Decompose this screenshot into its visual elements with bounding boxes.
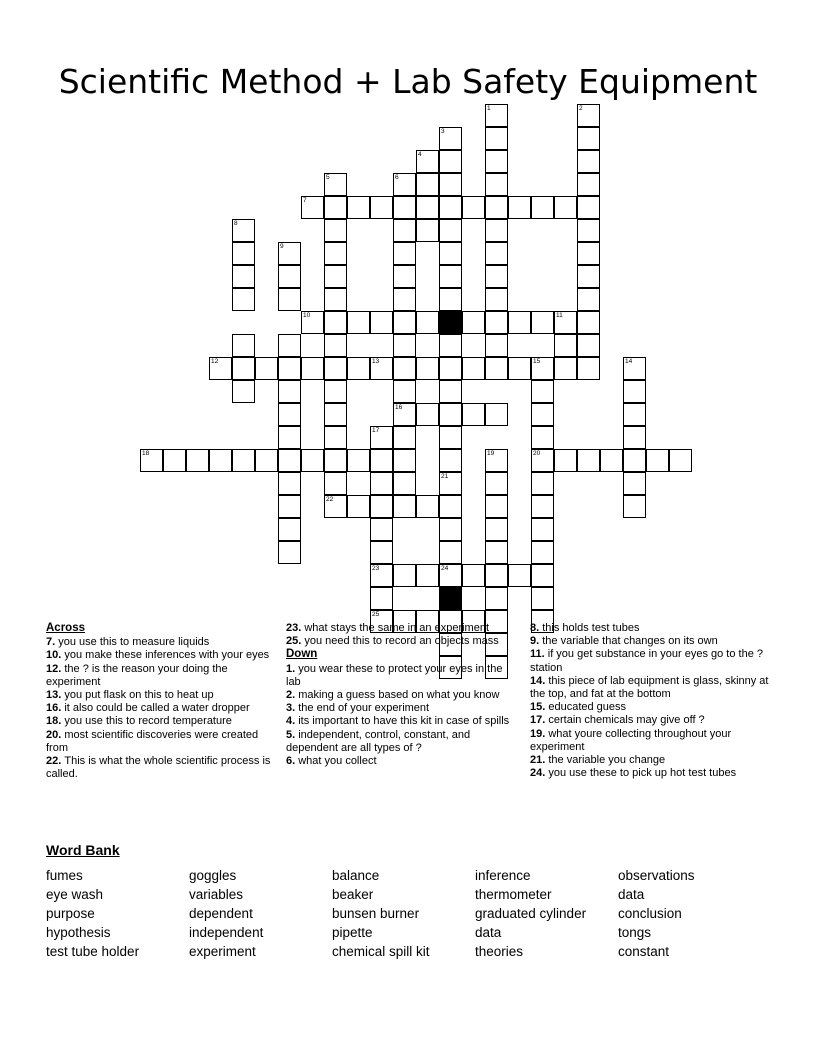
- grid-cell[interactable]: [485, 587, 508, 610]
- word-bank-item: goggles: [189, 868, 237, 883]
- grid-cell[interactable]: [531, 449, 554, 472]
- grid-cell[interactable]: [623, 472, 646, 495]
- grid-cell[interactable]: [232, 265, 255, 288]
- grid-cell[interactable]: [324, 288, 347, 311]
- grid-cell[interactable]: [416, 495, 439, 518]
- grid-cell[interactable]: [278, 334, 301, 357]
- word-bank-item: beaker: [332, 887, 374, 902]
- grid-cell-number: 21: [441, 473, 449, 480]
- grid-cell[interactable]: [370, 564, 393, 587]
- grid-cell[interactable]: [462, 311, 485, 334]
- clue-across-13: 13. you put flask on this to heat up: [46, 689, 214, 702]
- grid-cell[interactable]: [531, 587, 554, 610]
- word-bank-item: independent: [189, 925, 264, 940]
- word-bank-item: bunsen burner: [332, 906, 420, 921]
- grid-cell[interactable]: [393, 242, 416, 265]
- grid-cell[interactable]: [370, 495, 393, 518]
- grid-cell-number: 6: [395, 174, 399, 181]
- word-bank-item: purpose: [46, 906, 95, 921]
- grid-cell-number: 8: [234, 220, 238, 227]
- clue-number: 21.: [530, 754, 549, 767]
- grid-cell[interactable]: [485, 311, 508, 334]
- word-bank-item: theories: [475, 944, 524, 959]
- clues-column-3: [530, 622, 770, 780]
- grid-cell[interactable]: [439, 265, 462, 288]
- word-bank-item: conclusion: [618, 906, 682, 921]
- word-bank-column-3: [332, 866, 475, 961]
- grid-cell[interactable]: [278, 426, 301, 449]
- grid-cell[interactable]: [508, 357, 531, 380]
- grid-cell[interactable]: [209, 449, 232, 472]
- clue-number: 6.: [286, 755, 299, 768]
- grid-cell[interactable]: [370, 587, 393, 610]
- clue-number: 3.: [286, 702, 299, 715]
- clue-number: 8.: [530, 622, 543, 634]
- clue-number: 13.: [46, 689, 65, 702]
- word-bank-grid: [46, 866, 776, 961]
- word-bank-heading: Word Bank: [46, 842, 120, 858]
- grid-cell[interactable]: [370, 196, 393, 219]
- word-bank-item: constant: [618, 944, 670, 959]
- grid-cell[interactable]: [439, 564, 462, 587]
- clue-down-14: 14. this piece of lab equipment is glass, skinny at the top, and fat at the bottom: [530, 674, 769, 701]
- word-bank-item: fumes: [46, 868, 83, 883]
- grid-cell[interactable]: [554, 449, 577, 472]
- grid-cell[interactable]: [508, 564, 531, 587]
- grid-cell-blocked: [439, 587, 462, 610]
- grid-cell-number: 16: [395, 404, 403, 411]
- grid-cell-number: 17: [372, 427, 380, 434]
- word-bank-column-2: [189, 866, 332, 961]
- grid-cell[interactable]: [393, 403, 416, 426]
- grid-cell[interactable]: [393, 564, 416, 587]
- grid-cell[interactable]: [301, 357, 324, 380]
- grid-cell[interactable]: [462, 564, 485, 587]
- down-heading: Down: [286, 648, 318, 661]
- grid-cell[interactable]: [439, 426, 462, 449]
- clue-down-2: 2. making a guess based on what you know: [286, 689, 500, 702]
- grid-cell[interactable]: [485, 150, 508, 173]
- clue-down-4: 4. its important to have this kit in case of spills: [286, 715, 510, 728]
- grid-cell[interactable]: [393, 472, 416, 495]
- grid-cell[interactable]: [577, 357, 600, 380]
- crossword-grid: [0, 104, 816, 618]
- grid-cell[interactable]: [485, 173, 508, 196]
- grid-cell[interactable]: [278, 242, 301, 265]
- grid-cell[interactable]: [485, 104, 508, 127]
- grid-cell[interactable]: [646, 449, 669, 472]
- grid-cell[interactable]: [485, 495, 508, 518]
- grid-cell[interactable]: [485, 265, 508, 288]
- grid-cell[interactable]: [623, 357, 646, 380]
- grid-cell[interactable]: [347, 449, 370, 472]
- grid-cell[interactable]: [370, 541, 393, 564]
- grid-cell[interactable]: [577, 104, 600, 127]
- grid-cell[interactable]: [439, 380, 462, 403]
- word-bank-item: observations: [618, 868, 695, 883]
- clues-section: [46, 622, 770, 822]
- clue-across-23: 23. what stays the same in an experiment: [286, 622, 490, 634]
- grid-cell[interactable]: [255, 357, 278, 380]
- grid-cell[interactable]: [577, 150, 600, 173]
- clue-across-16: 16. it also could be called a water dropper: [46, 702, 250, 715]
- grid-cell[interactable]: [485, 449, 508, 472]
- grid-cell-number: 22: [326, 496, 334, 503]
- grid-cell-number: 2: [579, 105, 583, 112]
- grid-cell[interactable]: [324, 196, 347, 219]
- grid-cell[interactable]: [370, 449, 393, 472]
- grid-cell-number: 7: [303, 197, 307, 204]
- clue-number: 22.: [46, 755, 65, 768]
- grid-cell[interactable]: [577, 334, 600, 357]
- grid-cell[interactable]: [485, 564, 508, 587]
- grid-cell[interactable]: [577, 127, 600, 150]
- grid-cell[interactable]: [209, 357, 232, 380]
- word-bank-column-5: [618, 866, 758, 961]
- grid-cell[interactable]: [439, 219, 462, 242]
- grid-cell[interactable]: [393, 495, 416, 518]
- grid-cell[interactable]: [600, 449, 623, 472]
- grid-cell[interactable]: [324, 449, 347, 472]
- grid-cell[interactable]: [485, 288, 508, 311]
- clue-down-6: 6. what you collect: [286, 755, 377, 768]
- grid-cell[interactable]: [531, 426, 554, 449]
- clue-number: 5.: [286, 728, 299, 741]
- clue-number: 25.: [286, 635, 305, 648]
- clue-number: 12.: [46, 662, 65, 675]
- grid-cell[interactable]: [462, 196, 485, 219]
- grid-cell-number: 5: [326, 174, 330, 181]
- grid-cell[interactable]: [531, 357, 554, 380]
- grid-cell[interactable]: [324, 334, 347, 357]
- clue-number: 7.: [46, 636, 59, 649]
- grid-cell[interactable]: [623, 380, 646, 403]
- grid-cell[interactable]: [554, 196, 577, 219]
- grid-cell[interactable]: [370, 518, 393, 541]
- grid-cell[interactable]: [531, 564, 554, 587]
- grid-cell[interactable]: [393, 288, 416, 311]
- word-bank-item: chemical spill kit: [332, 944, 430, 959]
- clue-number: 15.: [530, 701, 549, 714]
- clue-number: 1.: [286, 662, 299, 675]
- grid-cell[interactable]: [577, 311, 600, 334]
- grid-cell[interactable]: [255, 449, 278, 472]
- grid-cell[interactable]: [531, 495, 554, 518]
- grid-cell-blocked: [439, 311, 462, 334]
- grid-cell[interactable]: [439, 403, 462, 426]
- grid-cell[interactable]: [393, 265, 416, 288]
- grid-cell[interactable]: [577, 449, 600, 472]
- clue-number: 10.: [46, 649, 65, 662]
- grid-cell[interactable]: [485, 242, 508, 265]
- grid-cell[interactable]: [393, 173, 416, 196]
- clue-number: 19.: [530, 727, 549, 740]
- grid-cell[interactable]: [416, 403, 439, 426]
- grid-cell-number: 11: [556, 312, 563, 319]
- clue-across-25: 25. you need this to record an objects mass: [286, 635, 499, 648]
- grid-cell[interactable]: [554, 357, 577, 380]
- grid-cell[interactable]: [232, 288, 255, 311]
- clue-number: 23.: [286, 622, 305, 634]
- grid-cell[interactable]: [485, 196, 508, 219]
- grid-cell[interactable]: [485, 357, 508, 380]
- grid-cell[interactable]: [232, 242, 255, 265]
- clue-across-20: 20. most scientific discoveries were created from: [46, 728, 259, 754]
- grid-cell[interactable]: [669, 449, 692, 472]
- grid-cell[interactable]: [278, 518, 301, 541]
- grid-cell[interactable]: [577, 242, 600, 265]
- clues-column-1: [46, 622, 276, 781]
- grid-cell[interactable]: [554, 311, 577, 334]
- grid-cell[interactable]: [278, 357, 301, 380]
- clue-number: 17.: [530, 714, 549, 727]
- clue-number: 24.: [530, 767, 549, 780]
- grid-cell[interactable]: [370, 357, 393, 380]
- grid-cell[interactable]: [531, 196, 554, 219]
- grid-cell-number: 9: [280, 243, 284, 250]
- word-bank-item: dependent: [189, 906, 253, 921]
- grid-cell-number: 1: [487, 105, 491, 112]
- grid-cell[interactable]: [531, 403, 554, 426]
- grid-cell[interactable]: [347, 495, 370, 518]
- grid-cell[interactable]: [393, 334, 416, 357]
- word-bank-section: [46, 842, 776, 961]
- grid-cell[interactable]: [439, 196, 462, 219]
- grid-cell[interactable]: [370, 472, 393, 495]
- clue-number: 16.: [46, 702, 65, 715]
- grid-cell[interactable]: [324, 265, 347, 288]
- grid-cell[interactable]: [439, 518, 462, 541]
- clue-number: 9.: [530, 635, 543, 648]
- grid-cell[interactable]: [485, 541, 508, 564]
- grid-cell[interactable]: [531, 472, 554, 495]
- clues-column-2: [286, 622, 514, 768]
- word-bank-item: eye wash: [46, 887, 104, 902]
- word-bank-item: balance: [332, 868, 380, 883]
- clue-number: 18.: [46, 715, 65, 728]
- clue-down-19: 19. what youre collecting throughout your experiment: [530, 727, 732, 753]
- grid-cell[interactable]: [301, 311, 324, 334]
- grid-cell[interactable]: [485, 518, 508, 541]
- clue-across-7: 7. you use this to measure liquids: [46, 636, 210, 649]
- grid-cell[interactable]: [278, 449, 301, 472]
- word-bank-item: variables: [189, 887, 244, 902]
- grid-cell[interactable]: [186, 449, 209, 472]
- clue-across-10: 10. you make these inferences with your eyes: [46, 649, 270, 662]
- clue-down-24: 24. you use these to pick up hot test tubes: [530, 767, 737, 780]
- clue-down-3: 3. the end of your experiment: [286, 702, 430, 715]
- grid-cell[interactable]: [278, 265, 301, 288]
- grid-cell[interactable]: [301, 449, 324, 472]
- grid-cell[interactable]: [232, 219, 255, 242]
- grid-cell[interactable]: [393, 357, 416, 380]
- grid-cell[interactable]: [416, 173, 439, 196]
- clue-number: 4.: [286, 715, 299, 728]
- grid-cell[interactable]: [554, 334, 577, 357]
- clue-down-5: 5. independent, control, constant, and dependent are all types of ?: [286, 728, 471, 754]
- grid-cell[interactable]: [439, 357, 462, 380]
- grid-cell[interactable]: [439, 242, 462, 265]
- clue-across-12: 12. the ? is the reason your doing the experiment: [46, 662, 228, 688]
- grid-cell-number: 18: [142, 450, 150, 457]
- clue-down-21: 21. the variable you change: [530, 754, 666, 767]
- grid-cell[interactable]: [531, 380, 554, 403]
- grid-cell-number: 3: [441, 128, 445, 135]
- grid-cell-number: 15: [533, 358, 541, 365]
- grid-cell-number: 25: [372, 611, 380, 618]
- grid-cell[interactable]: [531, 518, 554, 541]
- grid-cell[interactable]: [324, 357, 347, 380]
- word-bank-item: experiment: [189, 944, 256, 959]
- word-bank-column-1: [46, 866, 189, 961]
- grid-cell[interactable]: [623, 403, 646, 426]
- grid-cell[interactable]: [347, 196, 370, 219]
- grid-cell-number: 19: [487, 450, 495, 457]
- grid-cell[interactable]: [416, 196, 439, 219]
- grid-cell[interactable]: [416, 564, 439, 587]
- grid-cell[interactable]: [278, 288, 301, 311]
- grid-cell[interactable]: [623, 495, 646, 518]
- grid-cell[interactable]: [439, 288, 462, 311]
- grid-cell[interactable]: [324, 311, 347, 334]
- grid-cell[interactable]: [301, 196, 324, 219]
- grid-cell[interactable]: [439, 173, 462, 196]
- grid-cell[interactable]: [324, 219, 347, 242]
- grid-cell[interactable]: [485, 403, 508, 426]
- grid-cell[interactable]: [577, 173, 600, 196]
- grid-cell[interactable]: [324, 472, 347, 495]
- grid-cell-number: 20: [533, 450, 541, 457]
- grid-cell-number: 4: [418, 151, 422, 158]
- grid-cell[interactable]: [416, 219, 439, 242]
- word-bank-item: thermometer: [475, 887, 552, 902]
- clue-number: 20.: [46, 728, 65, 741]
- grid-cell[interactable]: [324, 495, 347, 518]
- grid-cell[interactable]: [485, 219, 508, 242]
- word-bank-item: test tube holder: [46, 944, 140, 959]
- grid-cell[interactable]: [163, 449, 186, 472]
- grid-cell[interactable]: [485, 334, 508, 357]
- grid-cell[interactable]: [577, 288, 600, 311]
- grid-cell[interactable]: [324, 380, 347, 403]
- grid-cell[interactable]: [324, 403, 347, 426]
- grid-cell-number: 14: [625, 358, 633, 365]
- grid-cell[interactable]: [439, 334, 462, 357]
- grid-cell[interactable]: [370, 311, 393, 334]
- grid-cell[interactable]: [623, 449, 646, 472]
- grid-cell[interactable]: [439, 150, 462, 173]
- word-bank-item: pipette: [332, 925, 373, 940]
- clue-down-9: 9. the variable that changes on its own: [530, 635, 718, 648]
- word-bank-item: inference: [475, 868, 531, 883]
- grid-cell[interactable]: [393, 311, 416, 334]
- grid-cell[interactable]: [324, 173, 347, 196]
- clue-number: 14.: [530, 674, 549, 687]
- grid-cell-number: 13: [372, 358, 380, 365]
- clue-down-8: 8. this holds test tubes: [530, 622, 640, 634]
- clue-down-11: 11. if you get substance in your eyes go to the ? station: [530, 648, 763, 674]
- grid-cell[interactable]: [531, 541, 554, 564]
- grid-cell[interactable]: [140, 449, 163, 472]
- grid-cell[interactable]: [439, 495, 462, 518]
- grid-cell[interactable]: [416, 357, 439, 380]
- grid-cell[interactable]: [393, 426, 416, 449]
- grid-cell[interactable]: [439, 127, 462, 150]
- grid-cell[interactable]: [623, 426, 646, 449]
- grid-cell[interactable]: [278, 380, 301, 403]
- word-bank-item: data: [618, 887, 645, 902]
- grid-cell[interactable]: [324, 242, 347, 265]
- grid-cell[interactable]: [347, 357, 370, 380]
- clue-number: 2.: [286, 689, 299, 702]
- clue-across-18: 18. you use this to record temperature: [46, 715, 232, 728]
- grid-cell[interactable]: [393, 380, 416, 403]
- grid-cell[interactable]: [232, 334, 255, 357]
- grid-cell-number: 12: [211, 358, 219, 365]
- grid-cell[interactable]: [439, 541, 462, 564]
- word-bank-item: graduated cylinder: [475, 906, 587, 921]
- grid-cell[interactable]: [462, 403, 485, 426]
- grid-cell[interactable]: [278, 495, 301, 518]
- grid-cell-number: 10: [303, 312, 311, 319]
- grid-cell[interactable]: [531, 311, 554, 334]
- clue-down-15: 15. educated guess: [530, 701, 627, 714]
- grid-cell[interactable]: [232, 449, 255, 472]
- grid-cell[interactable]: [393, 219, 416, 242]
- grid-cell[interactable]: [439, 449, 462, 472]
- grid-cell[interactable]: [393, 449, 416, 472]
- grid-cell[interactable]: [232, 357, 255, 380]
- grid-cell[interactable]: [485, 127, 508, 150]
- grid-cell[interactable]: [347, 311, 370, 334]
- grid-cell[interactable]: [278, 472, 301, 495]
- across-heading: Across: [46, 622, 85, 634]
- page-title: Scientific Method + Lab Safety Equipment: [58, 62, 758, 102]
- grid-cell-number: 23: [372, 565, 380, 572]
- word-bank-item: tongs: [618, 925, 652, 940]
- grid-cell[interactable]: [278, 403, 301, 426]
- clue-number: 11.: [530, 648, 548, 661]
- grid-cell[interactable]: [370, 426, 393, 449]
- grid-cell[interactable]: [324, 426, 347, 449]
- grid-cell[interactable]: [416, 150, 439, 173]
- grid-cell[interactable]: [577, 219, 600, 242]
- grid-cell[interactable]: [393, 196, 416, 219]
- word-bank-column-4: [475, 866, 618, 961]
- word-bank-item: data: [475, 925, 502, 940]
- grid-cell[interactable]: [278, 541, 301, 564]
- grid-cell-number: 24: [441, 565, 449, 572]
- grid-cell[interactable]: [462, 357, 485, 380]
- clue-down-17: 17. certain chemicals may give off ?: [530, 714, 705, 727]
- grid-cell[interactable]: [416, 311, 439, 334]
- grid-cell[interactable]: [577, 265, 600, 288]
- grid-cell[interactable]: [439, 472, 462, 495]
- grid-cell[interactable]: [485, 472, 508, 495]
- grid-cell[interactable]: [232, 380, 255, 403]
- grid-cell[interactable]: [508, 311, 531, 334]
- word-bank-item: hypothesis: [46, 925, 111, 940]
- grid-cell[interactable]: [508, 196, 531, 219]
- clue-down-1: 1. you wear these to protect your eyes in the lab: [286, 662, 503, 688]
- grid-cell[interactable]: [577, 196, 600, 219]
- clue-across-22: 22. This is what the whole scientific process is called.: [46, 755, 271, 781]
